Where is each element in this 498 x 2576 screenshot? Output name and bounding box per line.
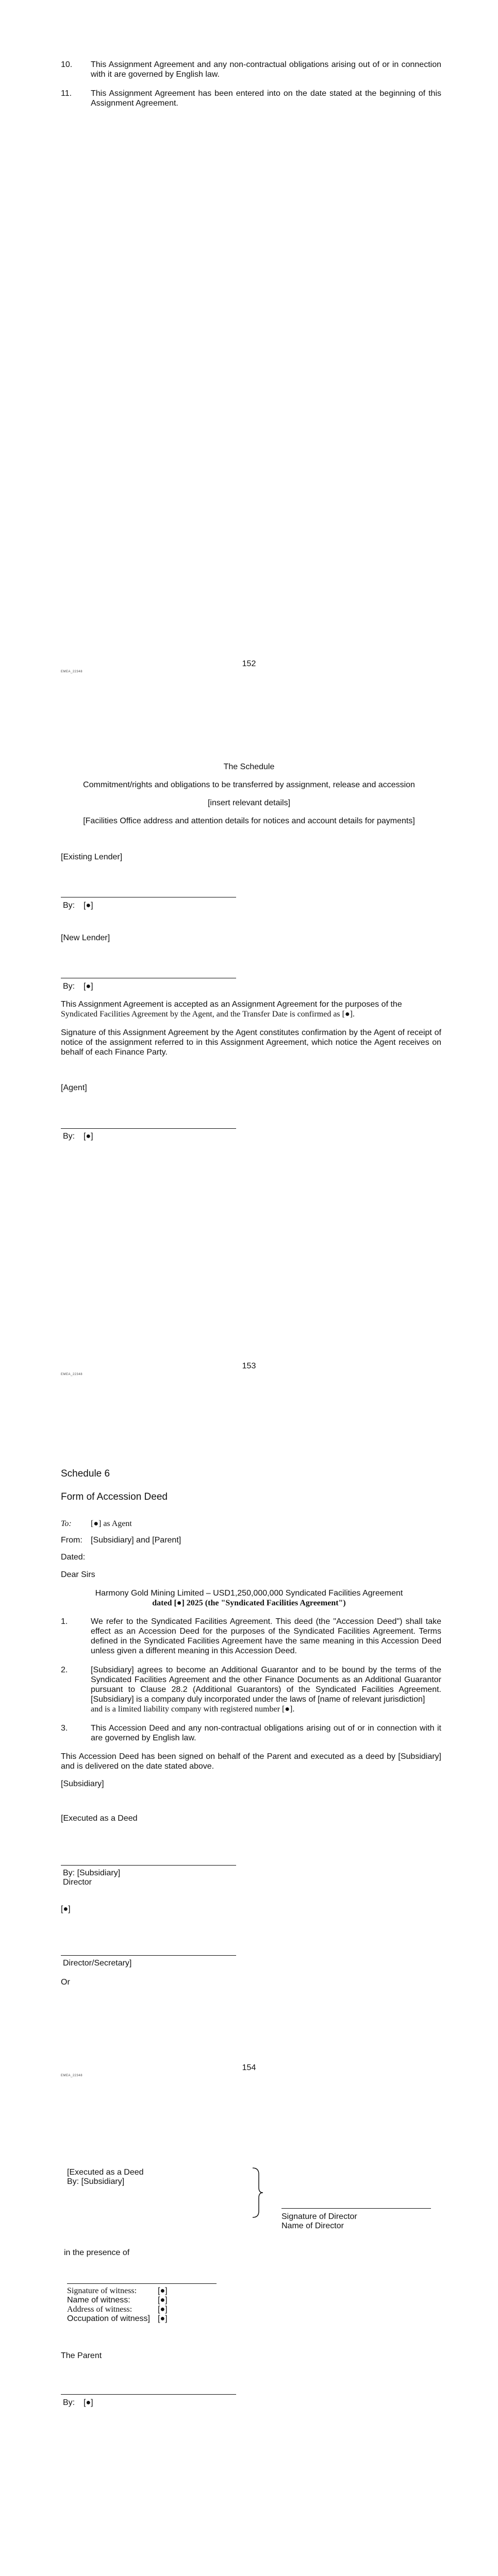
page-number: 152 — [242, 659, 256, 668]
agreement-title: Harmony Gold Mining Limited – USD1,250,000,000 Syndicated Facilities Agreement — [95, 1589, 403, 1598]
by-subsidiary: By: [Subsidiary] — [67, 2177, 125, 2186]
signature-line — [61, 1128, 236, 1129]
signature-line — [67, 2283, 217, 2284]
right-brace-icon — [252, 2167, 264, 2218]
clause-text-continued: and is a limited liability company with registered number [●]. — [91, 1705, 295, 1714]
footer-code: EMEA_22348 — [61, 670, 83, 673]
clause-number: 10. — [61, 60, 73, 69]
signature-of-director: Signature of Director — [281, 2212, 357, 2221]
director-secretary: Director/Secretary] — [63, 1959, 132, 1968]
witness-value: [●] — [158, 2305, 168, 2314]
witness-value: [●] — [158, 2286, 168, 2295]
clause-number: 1. — [61, 1617, 68, 1626]
parent-label: The Parent — [61, 2351, 102, 2360]
in-presence-of: in the presence of — [64, 2248, 130, 2257]
new-lender: [New Lender] — [61, 934, 110, 942]
signature-line — [281, 2208, 431, 2209]
witness-value: [●] — [158, 2314, 168, 2323]
page-number: 153 — [242, 1362, 256, 1370]
or-label: Or — [61, 1978, 70, 1987]
page-number: 154 — [242, 2063, 256, 2072]
footer-code: EMEA_22348 — [61, 2074, 83, 2077]
by-value: [●] — [84, 1132, 93, 1141]
acceptance-text-continued: Syndicated Facilities Agreement by the Agent, and the Transfer Date is confirmed as [●]. — [61, 1010, 355, 1019]
witness-label: Occupation of witness] — [67, 2314, 150, 2323]
schedule-subheading: Commitment/rights and obligations to be transferred by assignment, release and accession — [83, 781, 415, 789]
signature-line — [61, 2394, 236, 2395]
clause-number: 2. — [61, 1666, 68, 1674]
placeholder: [●] — [61, 1905, 71, 1913]
to-label: To: — [61, 1519, 72, 1528]
by-value: [●] — [84, 982, 93, 991]
facilities-office-note: [Facilities Office address and attention details for notices and account details for payments] — [83, 817, 415, 825]
from-value: [Subsidiary] and [Parent] — [91, 1536, 181, 1545]
witness-value: [●] — [158, 2296, 168, 2304]
by-subsidiary: By: [Subsidiary] — [63, 1869, 121, 1877]
from-label: From: — [61, 1536, 82, 1545]
name-of-director: Name of Director — [281, 2222, 344, 2230]
footer-code: EMEA_22348 — [61, 1373, 83, 1376]
executed-as-deed: [Executed as a Deed — [61, 1814, 138, 1823]
schedule-number: Schedule 6 — [61, 1468, 110, 1479]
clause-text: This Assignment Agreement has been entered into on the date stated at the beginning of this Assignment Agreement. — [91, 89, 441, 108]
salutation: Dear Sirs — [61, 1570, 95, 1579]
clause-text: We refer to the Syndicated Facilities Agreement. This deed (the "Accession Deed") shall take effect as an Accession Deed for the purposes of the Syndicated Facilities Agreement. Terms defined in the Syndicated Facilities Agreement have the same meaning in this Accession Deed unless given a different meaning in this Accession Deed. — [91, 1617, 441, 1655]
clause-number: 11. — [61, 89, 72, 98]
agent: [Agent] — [61, 1083, 87, 1092]
clause-text: This Assignment Agreement and any non-contractual obligations arising out of or in connection with it are governed by English law. — [91, 60, 441, 79]
insert-details: [insert relevant details] — [207, 799, 291, 807]
director-label: Director — [63, 1878, 92, 1887]
execution-statement: This Accession Deed has been signed on behalf of the Parent and executed as a deed by [Subsidiary] and is delivered on the date stated above. — [61, 1752, 441, 1771]
by-label: By: — [63, 1132, 75, 1141]
witness-label: Name of witness: — [67, 2296, 130, 2304]
signature-line — [61, 1955, 236, 1956]
clause-text: [Subsidiary] agrees to become an Additional Guarantor and to be bound by the terms of the Syndicated Facilities Agreement and the other Finance Documents as an Additional Guarantor pursuant to Clause 28.2 (Additional Guarantors) of the Syndicated Facilities Agreement. [Subsidiary] is a company duly incorporated under the laws of [name of relevant jurisdiction] — [91, 1666, 441, 1704]
by-value: [●] — [84, 901, 93, 910]
to-value: [●] as Agent — [91, 1519, 132, 1528]
agreement-date: dated [●] 2025 (the "Syndicated Facilities Agreement") — [152, 1599, 346, 1607]
signature-line — [61, 1865, 236, 1866]
by-value: [●] — [84, 2398, 93, 2407]
by-label: By: — [63, 901, 75, 910]
schedule-heading: The Schedule — [223, 762, 275, 771]
by-label: By: — [63, 2398, 75, 2407]
schedule-title: Form of Accession Deed — [61, 1492, 168, 1502]
existing-lender: [Existing Lender] — [61, 853, 123, 861]
witness-label: Address of witness: — [67, 2305, 132, 2314]
clause-number: 3. — [61, 1724, 68, 1733]
clause-text: This Accession Deed and any non-contractual obligations arising out of or in connection with it are governed by English law. — [91, 1724, 441, 1742]
executed-as-deed: [Executed as a Deed — [67, 2168, 144, 2177]
witness-label: Signature of witness: — [67, 2286, 137, 2295]
agent-signature-text: Signature of this Assignment Agreement by the Agent constitutes confirmation by the Agent of receipt of notice of the assignment referred to in this Assignment Agreement, which notice the Agent receives on behalf of each Finance Party. — [61, 1028, 441, 1057]
acceptance-text: This Assignment Agreement is accepted as an Assignment Agreement for the purposes of the — [61, 1000, 402, 1009]
dated-label: Dated: — [61, 1553, 86, 1562]
subsidiary: [Subsidiary] — [61, 1780, 104, 1788]
by-label: By: — [63, 982, 75, 991]
